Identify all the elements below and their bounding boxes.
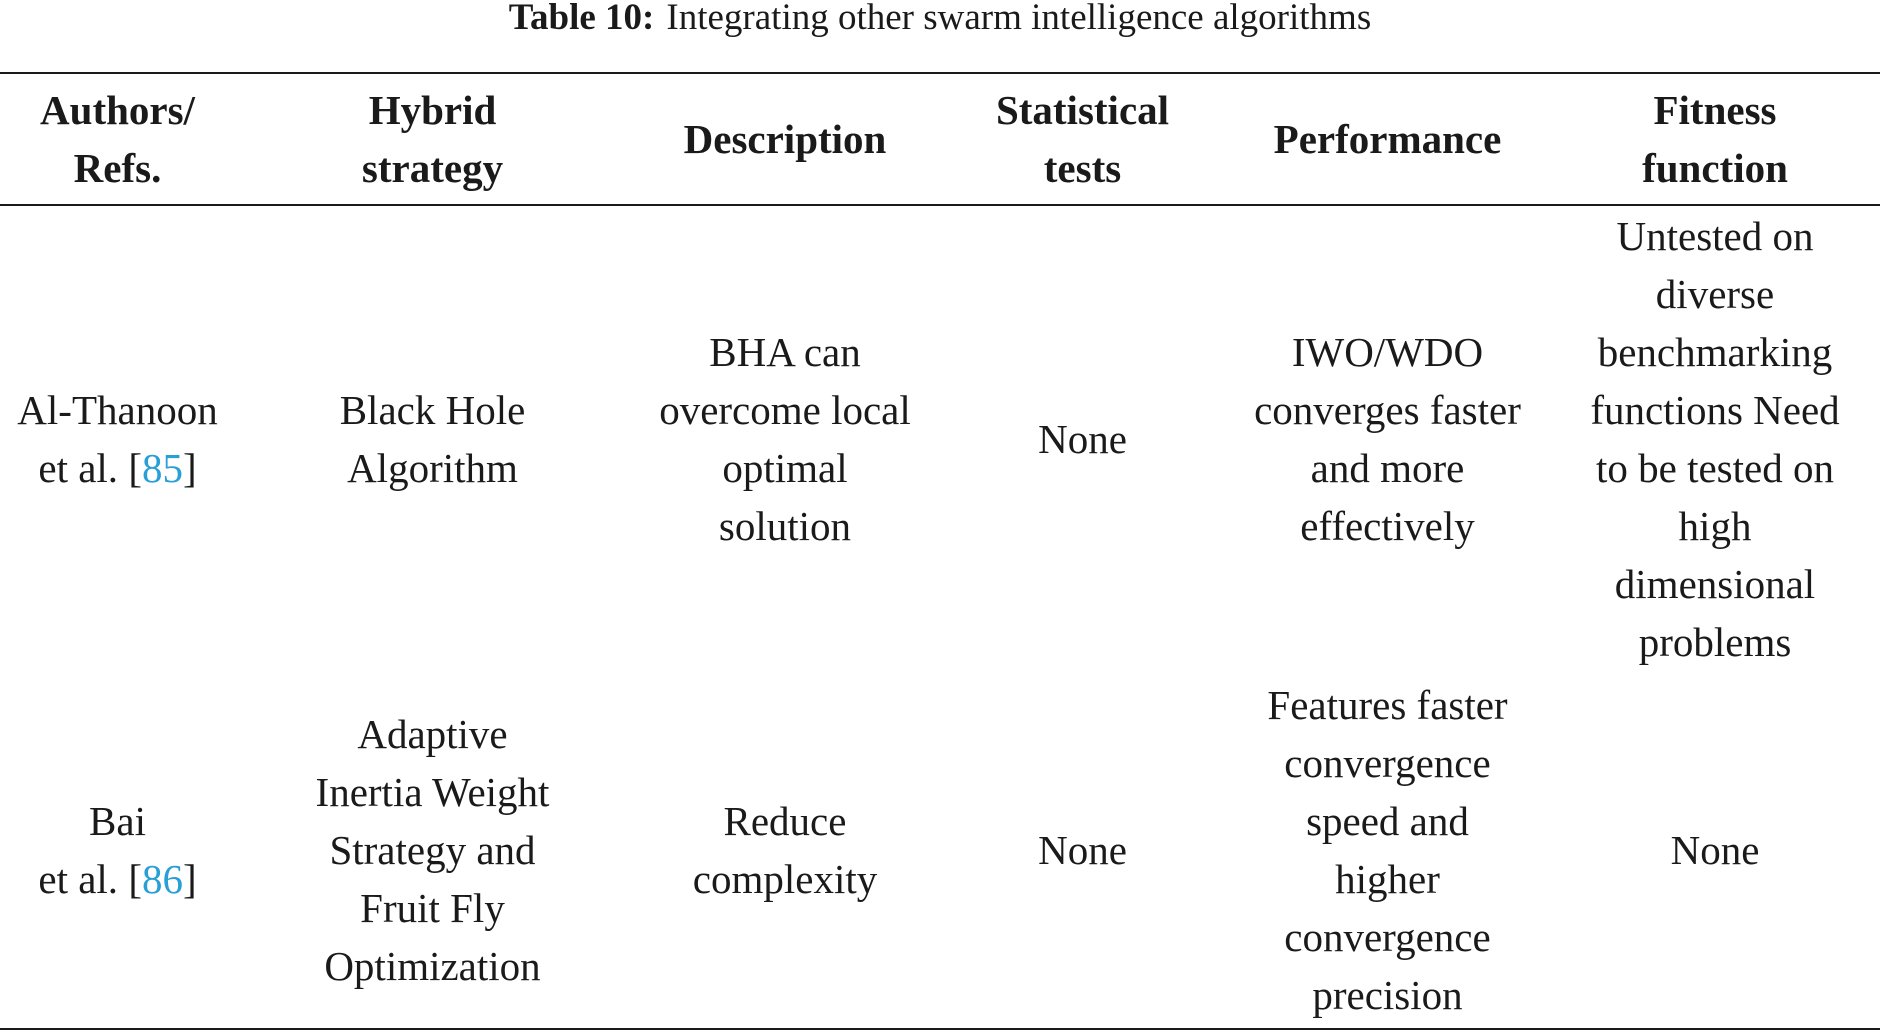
table-caption [0, 0, 1880, 36]
data-table [0, 72, 1880, 1030]
table-caption-text: Integrating other swarm intelligence algorithms [666, 0, 1372, 38]
cell-description: Reduce complexity [692, 797, 878, 902]
cell-statistical-tests: None [1038, 826, 1127, 873]
table-row [0, 205, 1880, 671]
cell-performance: Features faster convergence speed and higher convergence precision [1267, 681, 1508, 1018]
cell-author: Al-Thanoon et al. [85] [17, 386, 218, 491]
header-description: Description [683, 116, 887, 162]
cell-statistical-tests: None [1038, 415, 1127, 462]
header-authors-refs: Authors/ Refs. [40, 87, 195, 191]
cell-hybrid-strategy: Adaptive Inertia Weight Strategy and Fruit Fly Optimization [315, 710, 550, 989]
reference-link[interactable]: 86 [141, 855, 183, 902]
table-header-row [0, 73, 1880, 205]
header-hybrid-strategy: Hybrid strategy [361, 87, 504, 191]
cell-description: BHA can overcome local optimal solution [659, 328, 911, 549]
table-row [0, 671, 1880, 1029]
table-caption-label: Table 10: [508, 0, 655, 38]
header-statistical-tests: Statistical tests [995, 87, 1170, 191]
header-performance: Performance [1273, 116, 1502, 162]
cell-hybrid-strategy: Black Hole Algorithm [339, 386, 526, 491]
cell-performance: IWO/WDO converges faster and more effectively [1254, 328, 1521, 549]
cell-fitness-function: None [1670, 826, 1760, 873]
cell-fitness-function: Untested on diverse benchmarking functions Need to be tested on high dimensional problems [1590, 212, 1840, 665]
cell-author: Bai et al. [86] [38, 797, 197, 902]
header-fitness-function: Fitness function [1642, 87, 1788, 191]
reference-link[interactable]: 85 [141, 444, 183, 491]
